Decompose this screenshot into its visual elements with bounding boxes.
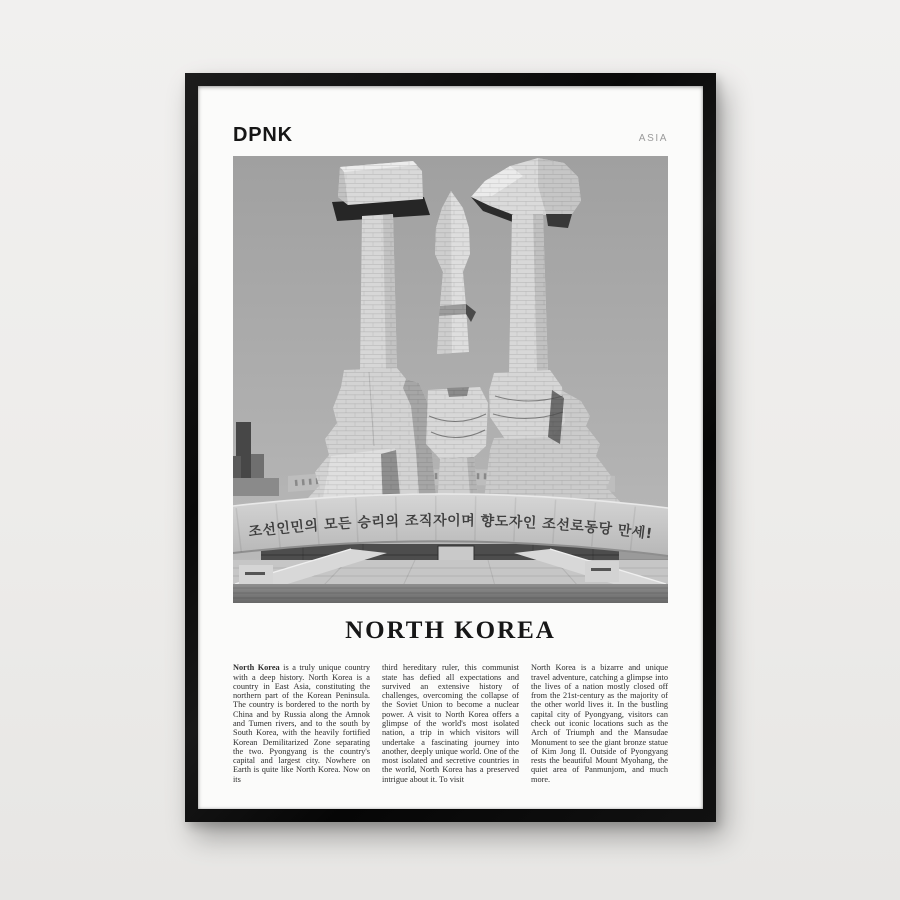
picture-frame: [185, 73, 716, 822]
poster: [198, 86, 703, 809]
region-label: ASIA: [638, 133, 668, 144]
body-column-2: [382, 663, 519, 784]
body-text: [233, 655, 668, 792]
brand-logo: DPNK: [233, 124, 293, 146]
foreground-ground: [233, 584, 668, 603]
monument-photo: [233, 156, 668, 603]
body-column-1-text: is a truly unique country with a deep history. North Korea is a country in East Asia, constituting the northern part of the Korean Peninsula. The country is bordered to the north by China and by Russia along the Amnok and Tumen rivers, and to the south by South Korea, with the heavily fortified Korean Demilitarized Zone separating the two. Pyongyang is the country's capital and largest city. Nowhere on Earth is quite like North Korea. Now on its: [233, 663, 370, 784]
body-column-1: [233, 663, 370, 784]
body-column-3-text: North Korea is a bizarre and unique travel adventure, catching a glimpse into the lives of a nation mostly closed off from the 21st-century as the majority of the other world lives it. In the bustling capital city of Pyongyang, visitors can check out iconic locations such as the Arch of Triumph and the Mansudae Monument to see the giant bronze statue of Kim Jong Il. Outside of Pyongyang rests the beautiful Mount Myohang, the quiet area of Panmunjom, and much more.: [531, 663, 668, 784]
banner-inscription: 조선인민의 모든 승리의 조직자이며 향도자인 조선로동당 만세!: [247, 512, 654, 543]
poster-header: [233, 124, 668, 147]
body-column-1-lead: North Korea: [233, 663, 280, 673]
body-column-2-text: third hereditary ruler, this communist state has defied all expectations and survived an extensive history of challenges, overcoming the collapse of the Soviet Union to become a nuclear power. A visit to North Korea offers a glimpse of the world's most isolated nation, a trip in which visitors will undertake a fascinating journey into another, deeply unique world. One of the most isolated and secretive countries in the world, North Korea has a preserved intrigue about it. To visit: [382, 663, 519, 784]
poster-title: NORTH KOREA: [345, 617, 556, 644]
body-column-3: [531, 663, 668, 784]
